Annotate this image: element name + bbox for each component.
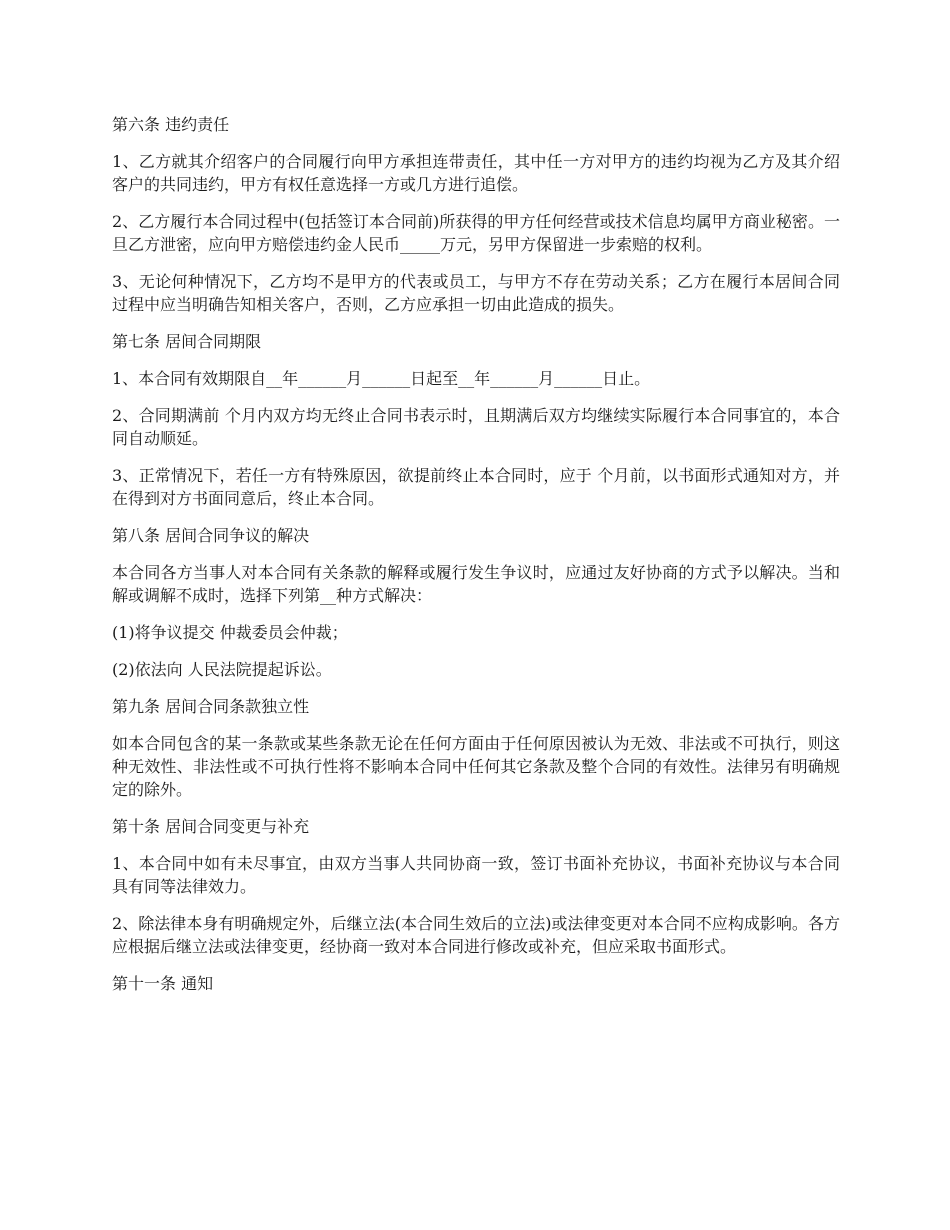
paragraph: 2、乙方履行本合同过程中(包括签订本合同前)所获得的甲方任何经营或技术信息均属甲方商业秘密。一旦乙方泄密，应向甲方赔偿违约金人民币_____万元，另甲方保留进一步索赔的权利。 bbox=[112, 212, 840, 254]
paragraph: (1)将争议提交 仲裁委员会仲裁； bbox=[112, 623, 348, 642]
paragraph: 2、除法律本身有明确规定外，后继立法(本合同生效后的立法)或法律变更对本合同不应构成影响。各方应根据后继立法或法律变更，经协商一致对本合同进行修改或补充，但应采取书面形式。 bbox=[112, 914, 840, 956]
section-heading-7: 第七条 居间合同期限 bbox=[112, 332, 262, 351]
section-heading-11: 第十一条 通知 bbox=[112, 974, 214, 993]
paragraph: 1、乙方就其介绍客户的合同履行向甲方承担连带责任，其中任一方对甲方的违约均视为乙方及其介绍客户的共同违约，甲方有权任意选择一方或几方进行追偿。 bbox=[112, 152, 840, 194]
section-heading-10: 第十条 居间合同变更与补充 bbox=[112, 817, 310, 836]
paragraph: 2、合同期满前 个月内双方均无终止合同书表示时，且期满后双方均继续实际履行本合同事宜的，本合同自动顺延。 bbox=[112, 406, 840, 448]
paragraph: 如本合同包含的某一条款或某些条款无论在任何方面由于任何原因被认为无效、非法或不可执行，则这种无效性、非法性或不可执行性将不影响本合同中任何其它条款及整个合同的有效性。法律另有明确规定的除外。 bbox=[112, 734, 840, 799]
section-heading-8: 第八条 居间合同争议的解决 bbox=[112, 526, 310, 545]
section-heading-6: 第六条 违约责任 bbox=[112, 115, 230, 134]
paragraph: 3、无论何种情况下，乙方均不是甲方的代表或员工，与甲方不存在劳动关系；乙方在履行本居间合同过程中应当明确告知相关客户，否则，乙方应承担一切由此造成的损失。 bbox=[112, 272, 840, 314]
paragraph: 1、本合同有效期限自__年______月______日起至__年______月______日止。 bbox=[112, 369, 651, 388]
paragraph: 本合同各方当事人对本合同有关条款的解释或履行发生争议时，应通过友好协商的方式予以解决。当和解或调解不成时，选择下列第__种方式解决： bbox=[112, 563, 840, 605]
paragraph: 3、正常情况下，若任一方有特殊原因，欲提前终止本合同时，应于 个月前，以书面形式通知对方，并在得到对方书面同意后，终止本合同。 bbox=[112, 466, 840, 508]
section-heading-9: 第九条 居间合同条款独立性 bbox=[112, 697, 310, 716]
paragraph: 1、本合同中如有未尽事宜，由双方当事人共同协商一致，签订书面补充协议，书面补充协议与本合同具有同等法律效力。 bbox=[112, 854, 840, 896]
paragraph: (2)依法向 人民法院提起诉讼。 bbox=[112, 660, 332, 679]
document-page bbox=[112, 113, 840, 1009]
